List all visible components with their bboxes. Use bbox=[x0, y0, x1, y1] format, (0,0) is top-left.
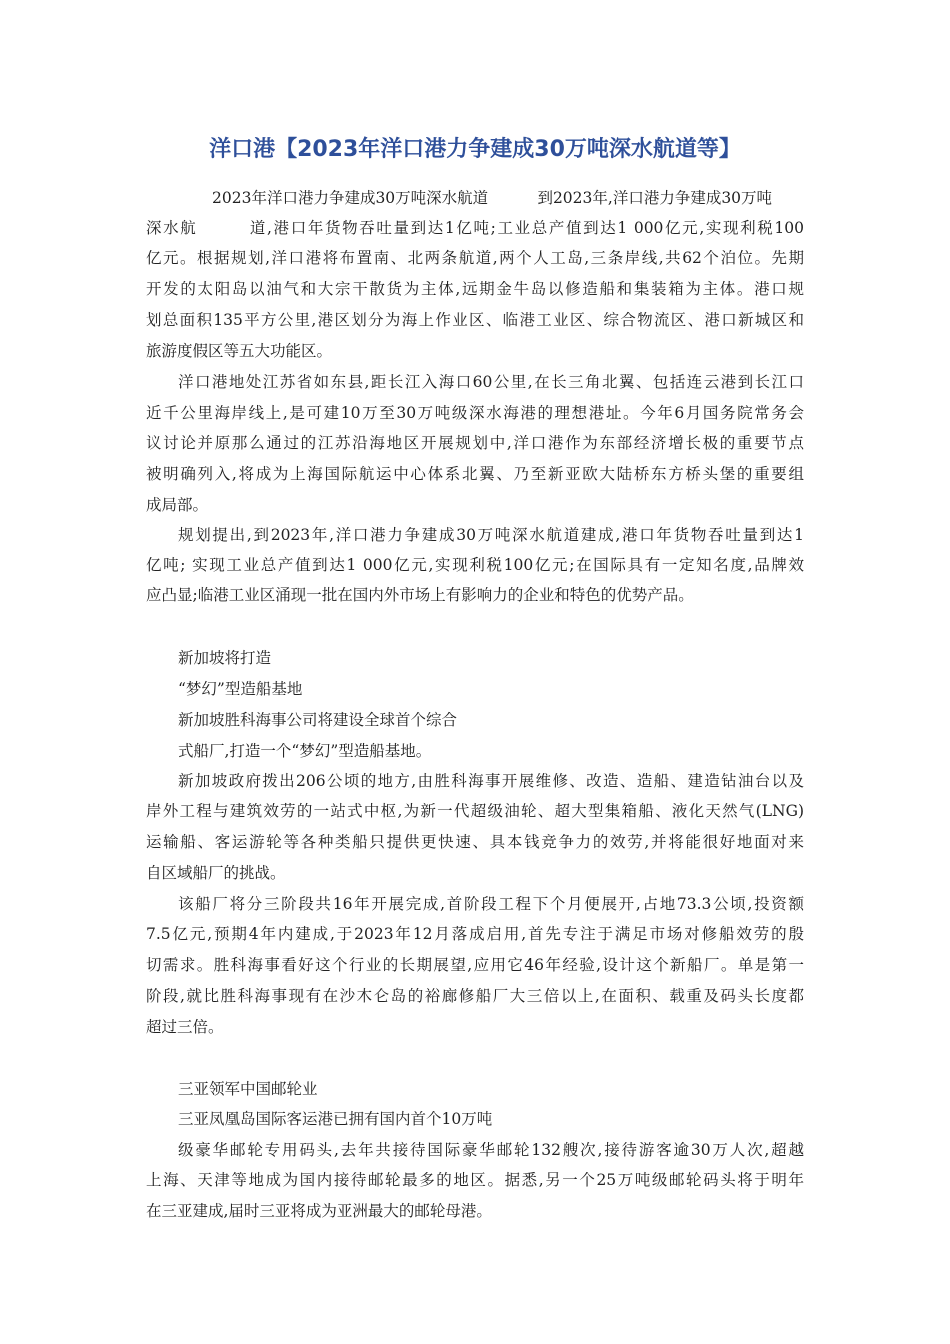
text-line: 三亚凤凰岛国际客运港已拥有国内首个10万吨 bbox=[178, 1110, 493, 1128]
document-title: 洋口港【2023年洋口港力争建成30万吨深水航道等】 bbox=[209, 137, 741, 162]
text-line: 深水航 道,港口年货物吞吐量到达1亿吨;工业总产值到达1 000亿元,实现利税100 bbox=[146, 219, 804, 237]
text-line: 旅游度假区等五大功能区。 bbox=[146, 342, 333, 360]
section-heading: 新加坡将打造 bbox=[178, 649, 272, 667]
text-line: 阶段,就比胜科海事现有在沙木仑岛的裕廊修船厂大三倍以上,在面积、载重及码头长度都 bbox=[146, 987, 804, 1005]
section-heading: 三亚领军中国邮轮业 bbox=[178, 1080, 318, 1098]
section-heading: “梦幻”型造船基地 bbox=[178, 680, 303, 698]
text-line: 成局部。 bbox=[146, 496, 209, 514]
text-line: 划总面积135平方公里,港区划分为海上作业区、临港工业区、综合物流区、港口新城区和 bbox=[146, 311, 804, 329]
text-line: 自区域船厂的挑战。 bbox=[146, 864, 286, 882]
text-line: 在三亚建成,届时三亚将成为亚洲最大的邮轮母港。 bbox=[146, 1202, 492, 1220]
text-line: 超过三倍。 bbox=[146, 1018, 224, 1036]
text-line: 亿吨; 实现工业总产值到达1 000亿元,实现利税100亿元;在国际具有一定知名度,品牌效 bbox=[146, 556, 804, 574]
text-line: 7.5亿元,预期4年内建成,于2023年12月落成启用,首先专注于满足市场对修船效劳的殷 bbox=[146, 925, 804, 943]
text-line: 新加坡政府拨出206公顷的地方,由胜科海事开展维修、改造、造船、建造钻油台以及 bbox=[178, 772, 804, 790]
text-line: 级豪华邮轮专用码头,去年共接待国际豪华邮轮132艘次,接待游客逾30万人次,超越 bbox=[178, 1141, 804, 1159]
text-line: 近千公里海岸线上,是可建10万至30万吨级深水海港的理想港址。今年6月国务院常务会 bbox=[146, 404, 804, 422]
text-line: 亿元。根据规划,洋口港将布置南、北两条航道,两个人工岛,三条岸线,共62个泊位。先期 bbox=[146, 249, 804, 267]
text-line: 上海、天津等地成为国内接待邮轮最多的地区。据悉,另一个25万吨级邮轮码头将于明年 bbox=[146, 1171, 804, 1189]
text-line: 开发的太阳岛以油气和大宗干散货为主体,远期金牛岛以修造船和集装箱为主体。港口规 bbox=[146, 280, 804, 298]
text-line: 规划提出,到2023年,洋口港力争建成30万吨深水航道建成,港口年货物吞吐量到达1 bbox=[178, 526, 804, 544]
text-line: 应凸显;临港工业区涌现一批在国内外市场上有影响力的企业和特色的优势产品。 bbox=[146, 586, 694, 604]
text-line: 式船厂,打造一个“梦幻”型造船基地。 bbox=[178, 742, 432, 760]
text-line: 被明确列入,将成为上海国际航运中心体系北翼、乃至新亚欧大陆桥东方桥头堡的重要组 bbox=[146, 465, 804, 483]
text-line: 该船厂将分三阶段共16年开展完成,首阶段工程下个月便展开,占地73.3公顷,投资额 bbox=[178, 895, 804, 913]
text-line: 洋口港地处江苏省如东县,距长江入海口60公里,在长三角北翼、包括连云港到长江口 bbox=[178, 373, 804, 391]
text-line: 新加坡胜科海事公司将建设全球首个综合 bbox=[178, 711, 458, 729]
text-line: 2023年洋口港力争建成30万吨深水航道 到2023年,洋口港力争建成30万吨 bbox=[212, 189, 773, 207]
text-line: 岸外工程与建筑效劳的一站式中枢,为新一代超级油轮、超大型集箱船、液化天然气(LNG) bbox=[146, 802, 804, 820]
text-line: 切需求。胜科海事看好这个行业的长期展望,应用它46年经验,设计这个新船厂。单是第一 bbox=[146, 956, 804, 974]
text-line: 运输船、客运游轮等各种类船只提供更快速、具本钱竞争力的效劳,并将能很好地面对来 bbox=[146, 833, 804, 851]
text-line: 议讨论并原那么通过的江苏沿海地区开展规划中,洋口港作为东部经济增长极的重要节点 bbox=[146, 434, 804, 452]
